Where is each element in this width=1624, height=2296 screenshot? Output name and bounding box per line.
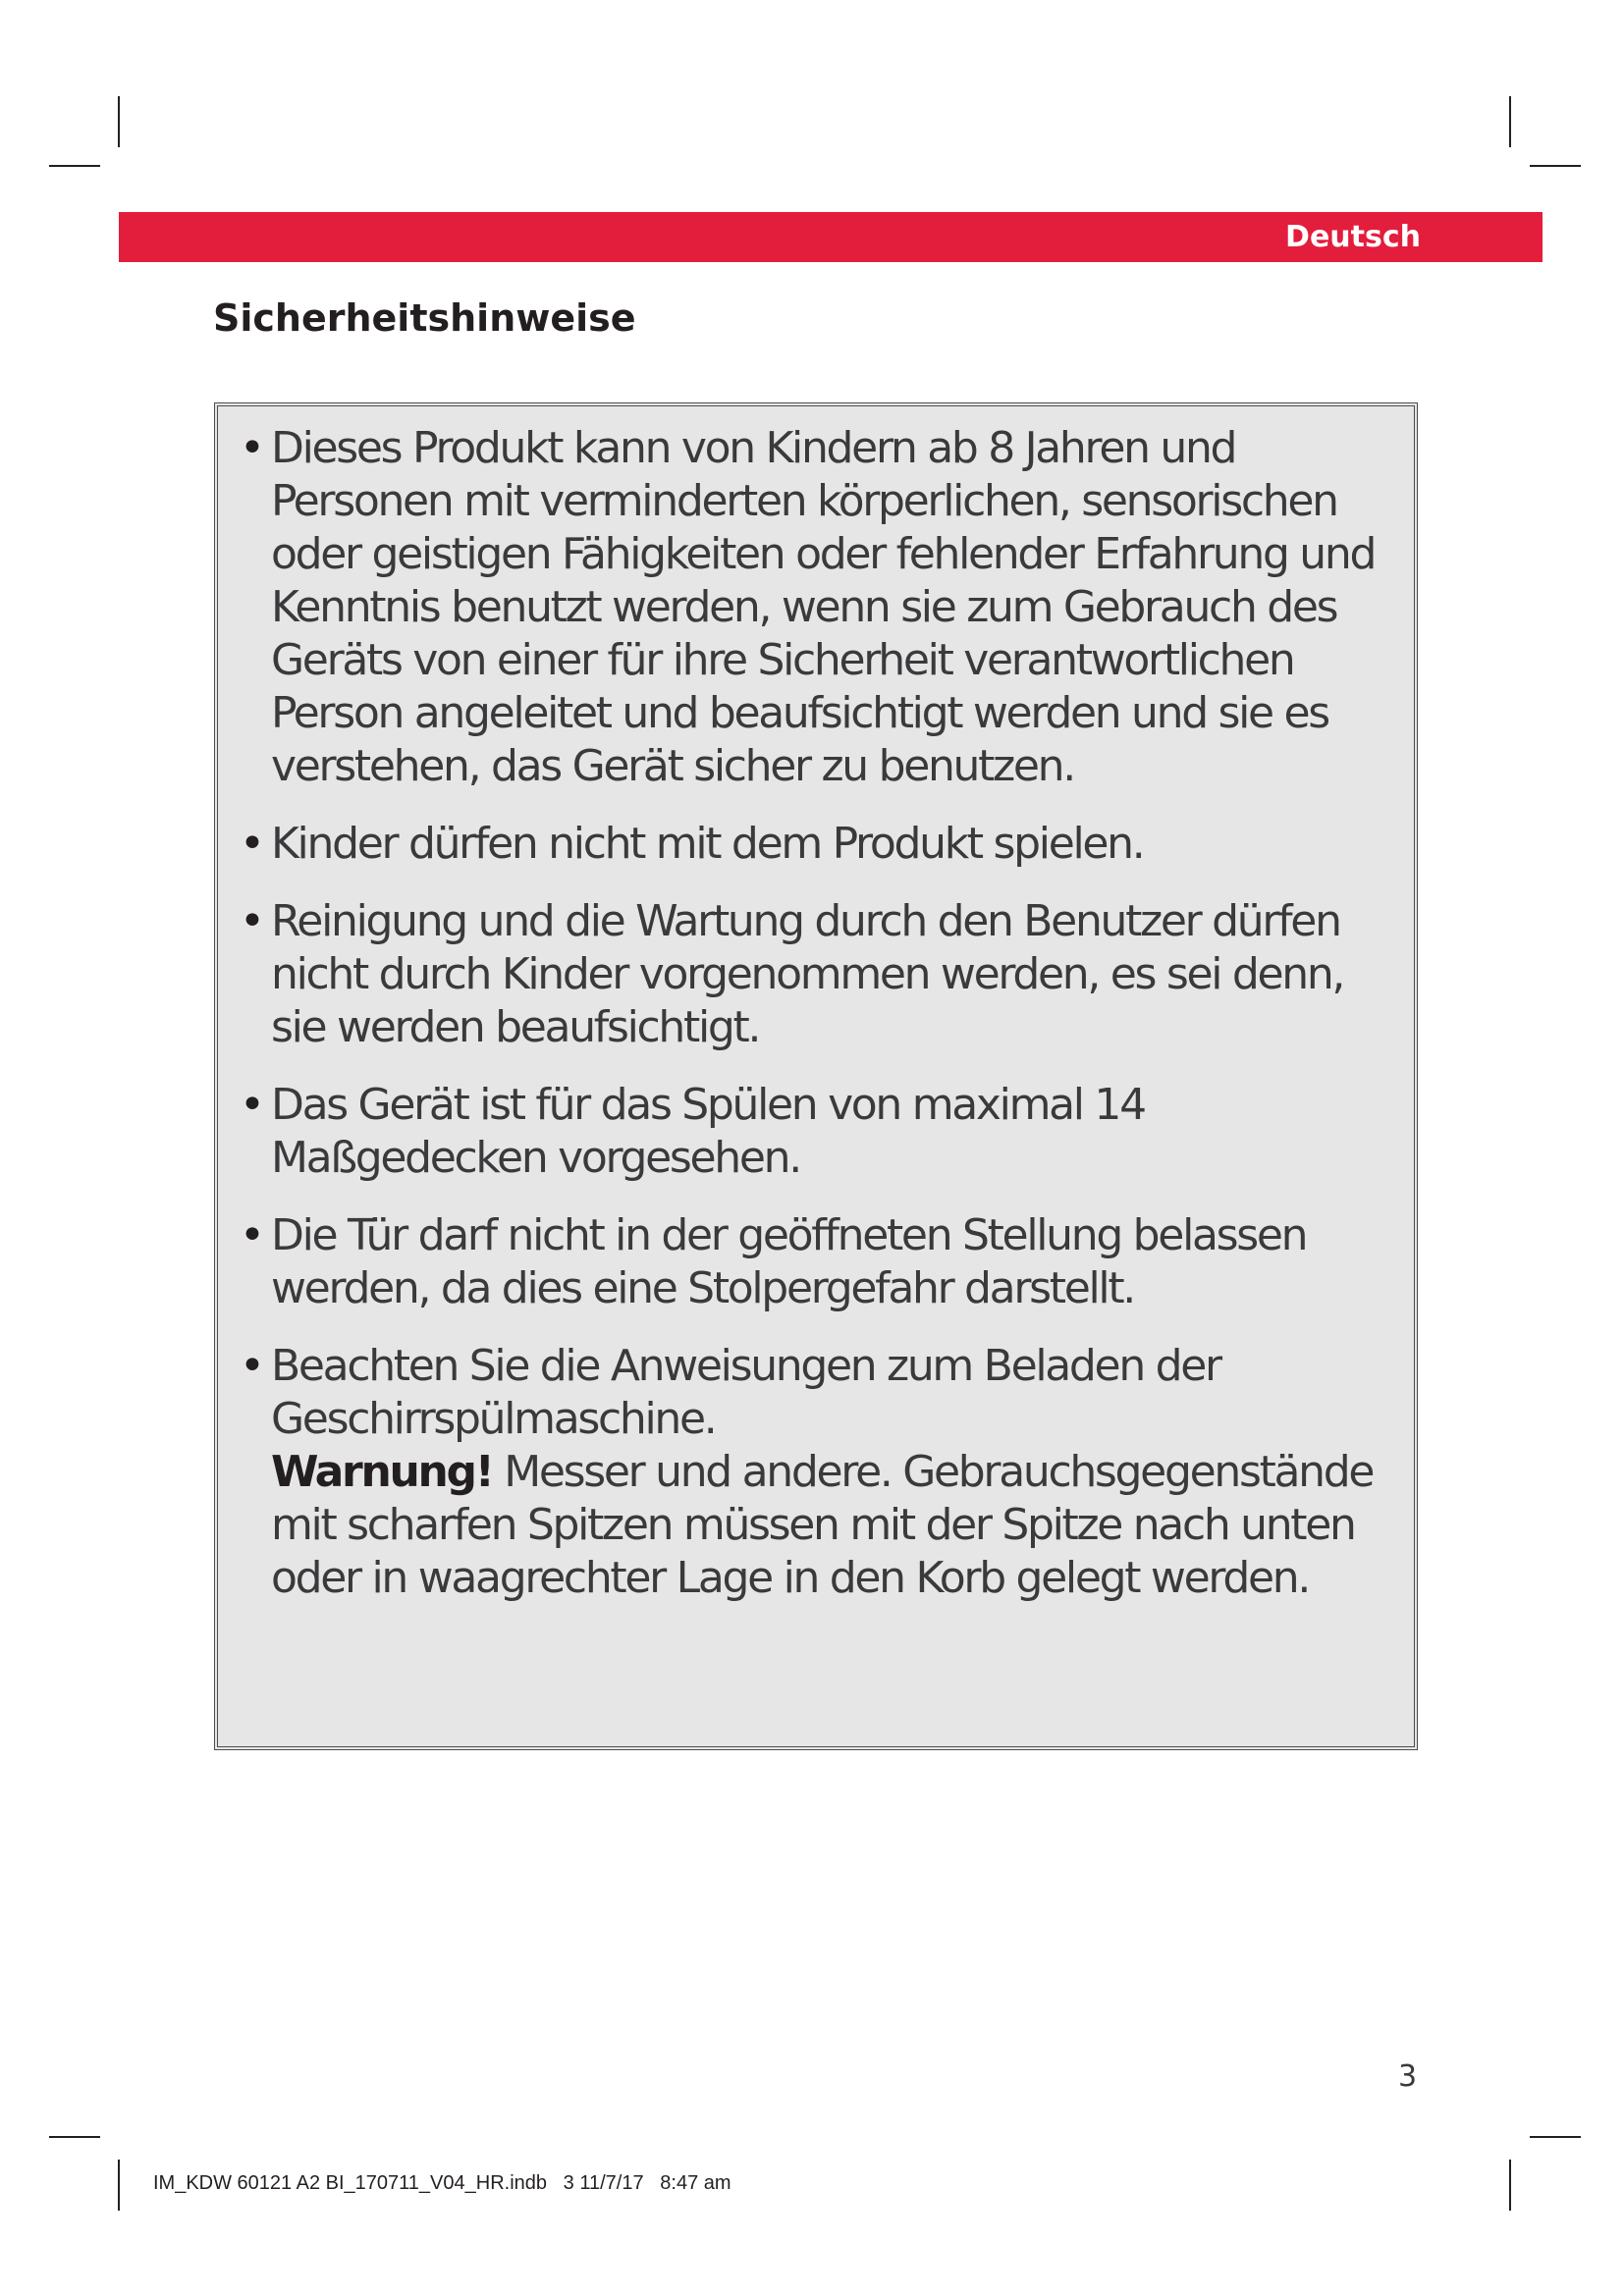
crop-mark-top-right-vertical [1509, 96, 1511, 147]
knife-warning [271, 1446, 1394, 1605]
crop-mark-bottom-right-horizontal [1530, 2136, 1581, 2138]
bullet-icon: • [240, 1210, 263, 1260]
section-title: Sicherheitshinweise [213, 296, 636, 340]
safety-item-text: Kinder dürfen nicht mit dem Produkt spielen. [271, 819, 1144, 869]
safety-item-text: Das Gerät ist für das Spülen von maximal 14 Maßgedecken vorgesehen. [271, 1080, 1145, 1183]
crop-mark-bottom-left-horizontal [49, 2136, 100, 2138]
crop-mark-top-left-horizontal [49, 165, 100, 167]
warning-text: Messer und andere. Gebrauchsgegenstände mit scharfen Spitzen müssen mit der Spitze nach unten oder in waagrechter Lage in den Korb gelegt werden. [271, 1447, 1374, 1603]
safety-item-text: Reinigung und die Wartung durch den Benutzer dürfen nicht durch Kinder vorgenommen werden, es sei denn, sie werden beaufsichtigt. [271, 896, 1344, 1052]
safety-instructions-list [240, 422, 1394, 1605]
bullet-icon: • [240, 1341, 263, 1391]
bullet-icon: • [240, 1080, 263, 1130]
safety-item-cleaning [240, 895, 1394, 1054]
language-header-bar [119, 212, 1543, 262]
print-slug: IM_KDW 60121 A2 BI_170711_V04_HR.indb 3 11/7/17 8:47 am [153, 2172, 731, 2194]
crop-mark-bottom-left-vertical [118, 2160, 120, 2211]
warning-label: Warnung! [271, 1447, 493, 1497]
safety-item-loading [240, 1340, 1394, 1605]
crop-mark-top-right-horizontal [1530, 165, 1581, 167]
crop-mark-bottom-right-vertical [1509, 2160, 1511, 2211]
bullet-icon: • [240, 819, 263, 869]
safety-item-children-play [240, 818, 1394, 871]
safety-item-capacity [240, 1079, 1394, 1185]
language-label: Deutsch [1285, 220, 1421, 254]
safety-instructions-box [214, 402, 1418, 1750]
safety-item-text: Beachten Sie die Anweisungen zum Beladen der Geschirrspülmaschine. [271, 1341, 1220, 1444]
page-number: 3 [1398, 2059, 1418, 2094]
safety-item-text: Dieses Produkt kann von Kindern ab 8 Jahren und Personen mit verminderten körperlichen, sensorischen oder geistigen Fähigkeiten oder fehlender Erfahrung und Kenntnis benutzt werden, wenn sie zum Gebrauch des Geräts von einer für ihre Sicherheit verantwortlichen Person angeleitet und beaufsichtigt werden und sie es verstehen, das Gerät sicher zu benutzen. [271, 423, 1376, 791]
bullet-icon: • [240, 896, 263, 946]
safety-item-text: Die Tür darf nicht in der geöffneten Stellung belassen werden, da dies eine Stolpergefahr darstellt. [271, 1210, 1307, 1313]
safety-item-children-age [240, 422, 1394, 793]
safety-item-door [240, 1209, 1394, 1315]
crop-mark-top-left-vertical [118, 96, 120, 147]
bullet-icon: • [240, 423, 263, 473]
